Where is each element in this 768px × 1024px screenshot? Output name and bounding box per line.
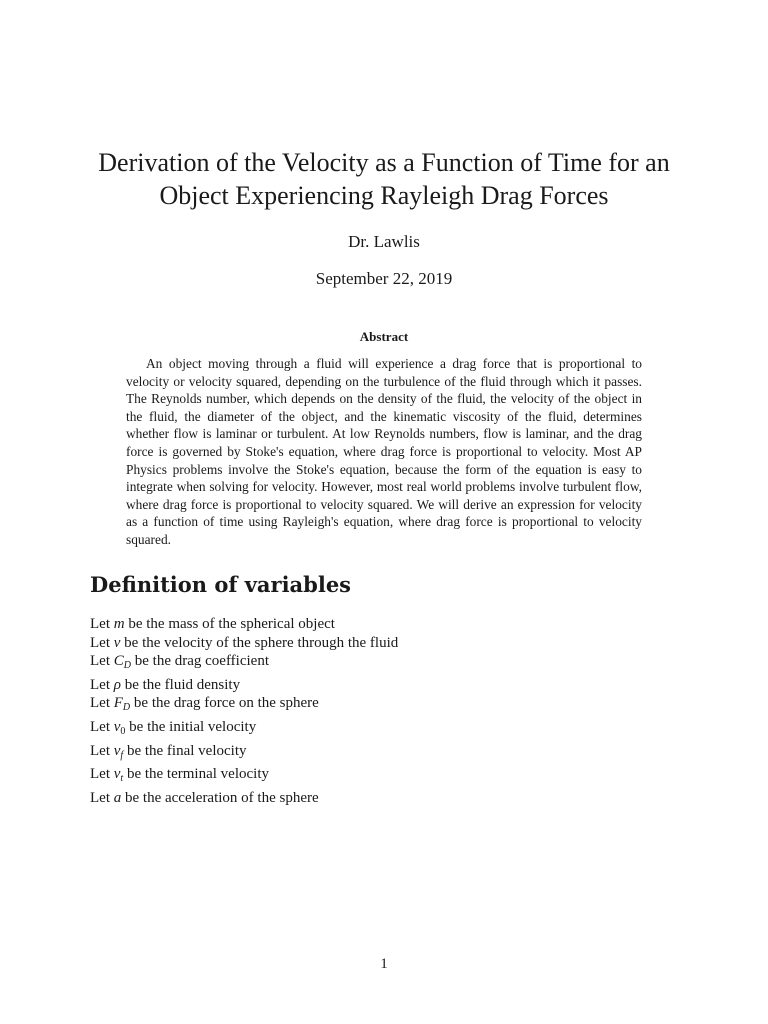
variable-symbol: m	[113, 616, 125, 632]
variable-item: Let $v_f$ be the final velocity	[90, 742, 247, 761]
variable-item: Let v be the velocity of the sphere through the fluid	[90, 634, 399, 651]
variable-symbol: C	[113, 653, 124, 670]
variable-symbol: v	[113, 742, 121, 759]
variable-subscript: 0	[120, 725, 126, 737]
variable-symbol: v	[113, 634, 121, 651]
variable-item: Let m be the mass of the spherical object	[90, 616, 335, 632]
variable-item: Let $C_D$ be the drag coefficient	[90, 653, 269, 672]
paper-title	[60, 146, 708, 212]
abstract-body: An object moving through a fluid will experience a drag force that is proportional to velocity or velocity squared, depending on the turbulence of the fluid through which it passes. The Reynolds number, which depends on the density of the fluid, the velocity of the object in the fluid, the diameter of the object, and the kinematic viscosity of the fluid, determines whether flow is laminar or turbulent. At low Reynolds numbers, flow is laminar, and the drag force is governed by Stoke's equation, where drag force is proportional to velocity. Most AP Physics problems involve the Stoke's equation, because the form of the equation is easy to integrate when solving for velocity. However, most real world problems involve turbulent flow, where drag force is proportional to velocity squared. We will derive an expression for velocity as a function of time using Rayleigh's equation, where drag force is proportional to velocity squared.	[126, 356, 642, 547]
paper-title-line-2: Object Experiencing Rayleigh Drag Forces	[159, 181, 609, 210]
variable-item: Let $F_D$ be the drag force on the sphere	[90, 695, 319, 714]
paper-date: September 22, 2019	[315, 269, 453, 288]
variable-symbol: ρ	[113, 676, 121, 693]
page-number: 1	[380, 956, 388, 972]
variable-subscript: f	[120, 749, 124, 761]
variable-item: Let $v_t$ be the terminal velocity	[90, 766, 269, 785]
variable-subscript: D	[123, 660, 131, 672]
paper-title-line-1: Derivation of the Velocity as a Function of Time for an	[98, 148, 670, 177]
abstract-heading: Abstract	[359, 329, 409, 344]
variable-symbol: v	[113, 766, 121, 783]
variable-list	[90, 615, 398, 807]
section-heading-variables: Definition of variables	[90, 572, 352, 597]
paper-author: Dr. Lawlis	[348, 232, 420, 251]
variable-subscript: t	[120, 773, 124, 785]
variable-symbol: a	[113, 789, 122, 806]
variable-item: Let $v_0$ be the initial velocity	[90, 718, 257, 737]
variable-symbol: F	[113, 695, 123, 712]
variable-symbol: v	[113, 718, 121, 735]
variable-item: Let ρ be the fluid density	[90, 676, 241, 693]
variable-subscript: D	[122, 702, 131, 714]
variable-item: Let a be the acceleration of the sphere	[90, 789, 319, 806]
